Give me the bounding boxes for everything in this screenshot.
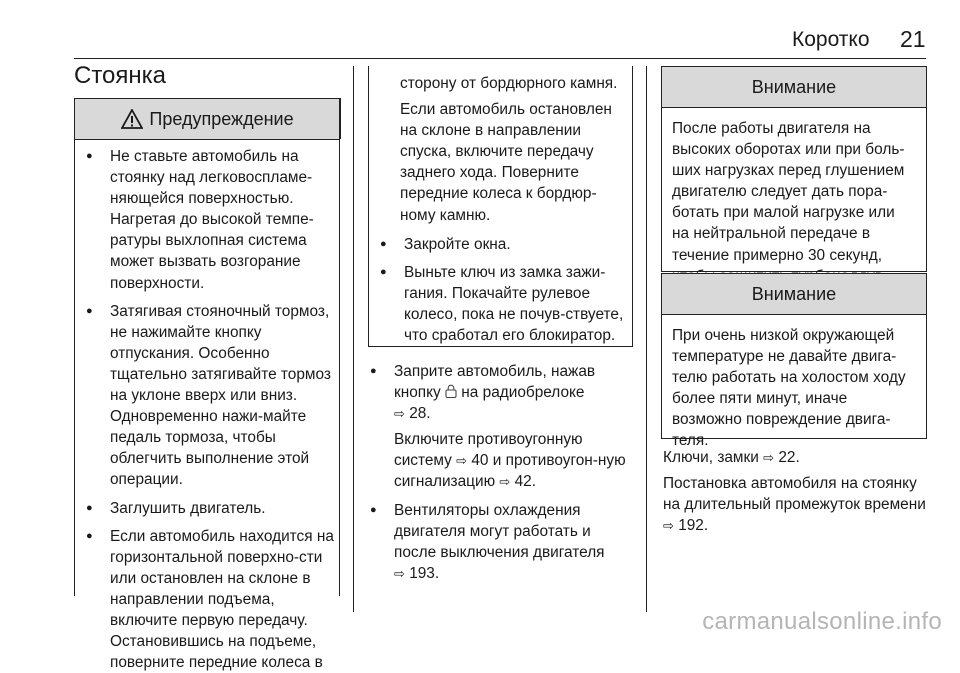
reference-arrow-icon: ⇨ xyxy=(394,565,405,581)
section-title: Стоянка xyxy=(74,62,167,89)
column-divider xyxy=(353,66,354,612)
warning-box-continuation xyxy=(378,73,628,353)
main-list xyxy=(368,361,630,591)
reference-arrow-icon: ⇨ xyxy=(663,518,674,534)
column-divider xyxy=(646,66,647,612)
reference-line xyxy=(663,473,927,536)
warning-heading: Предупреждение xyxy=(149,108,294,129)
warning-box-header xyxy=(74,98,341,139)
reference-arrow-icon: ⇨ xyxy=(394,406,405,422)
warning-box-border-left xyxy=(74,98,75,596)
caution-box xyxy=(661,66,927,272)
list-item-text: Включите противоугонную систему xyxy=(394,431,583,470)
list-item xyxy=(368,361,630,493)
reference-line xyxy=(663,447,927,468)
page-number: 21 xyxy=(900,26,926,52)
header-rule xyxy=(74,58,926,59)
warning-triangle-icon xyxy=(121,109,143,129)
caution-heading: Внимание xyxy=(751,76,837,97)
caution-heading: Внимание xyxy=(751,283,837,304)
caution-box xyxy=(661,273,927,450)
warning-box-border-left xyxy=(368,66,369,347)
page-reference[interactable]: 22. xyxy=(778,449,800,466)
page-reference[interactable]: 28. xyxy=(409,405,431,423)
list-item-text: Вентиляторы охлаждения двигателя могут работать и после выключения двигателя xyxy=(394,501,605,561)
page-header-title: Коротко xyxy=(792,28,870,51)
reference-arrow-icon: ⇨ xyxy=(499,474,511,490)
list-item-text: Заприте автомобиль, нажав кнопку xyxy=(394,363,596,402)
page-reference[interactable]: 42. xyxy=(514,473,536,491)
paragraph: Если автомобиль остановлен на склоне в направлении спуска, включите передачу заднего хода. Поверните передние колеса к бордюр-ному камню. xyxy=(400,101,612,224)
caution-box-header xyxy=(662,67,926,108)
list-item: ● Закройте окна. xyxy=(378,234,628,255)
paragraph: сторону от бордюрного камня. xyxy=(400,75,618,92)
caution-text: При очень низкой окружающей температуре не давайте двига-телю работать на холостом ходу более пяти минут, иначе возможно повреждение двига-теля. xyxy=(672,327,906,450)
page-reference[interactable]: 192. xyxy=(678,517,709,535)
caution-text: После работы двигателя на высоких оборотах или при боль-ших нагрузках перед глушением двигателю следует дать пора-ботать при малой нагрузке или на нейтральной передаче в течение примерно 30 секунд, xyxy=(672,120,905,264)
caution-box-header xyxy=(662,274,926,315)
list-item: ● Заглушить двигатель. xyxy=(84,498,340,519)
reference-text: Ключи, замки xyxy=(663,449,759,466)
list-item-text: на радиобрелоке xyxy=(461,384,585,402)
list-item: ● Если автомобиль находится на горизонтальной поверхно-сти или остановлен на склоне в направлении подъема, включите первую передачу. Остановившись на подъеме, поверните передние колеса в xyxy=(84,526,340,673)
reference-text: Постановка автомобиля на стоянку на длительный промежуток времени xyxy=(663,475,926,514)
list-item: ● Не ставьте автомобиль на стоянку над легковоспламе-няющейся поверхностью. Нагретая до высокой темпе-ратуры выхлопная система может вызвать возгорание поверхности. xyxy=(84,146,340,294)
reference-arrow-icon: ⇨ xyxy=(456,453,468,469)
list-item: ● Затягивая стояночный тормоз, не нажимайте кнопку отпускания. Особенно тщательно затягивайте тормоз на уклоне вверх или вниз. Одновременно нажи-майте педаль тормоза, чтобы облегчить выполнение этой операции. xyxy=(84,301,340,491)
page-reference[interactable]: 40 и противоугон-ную сигнализацию xyxy=(394,452,626,491)
page-reference[interactable]: 193. xyxy=(409,564,440,582)
padlock-icon xyxy=(445,384,457,398)
warning-box-content xyxy=(84,146,340,673)
list-item xyxy=(368,500,630,584)
watermark: carmanualsonline.info xyxy=(702,608,942,635)
reference-arrow-icon: ⇨ xyxy=(763,450,775,465)
cross-references xyxy=(663,447,927,541)
list-item: ● Выньте ключ из замка зажи-гания. Покачайте рулевое колесо, пока не почув-ствуете, что сработал его блокиратор. xyxy=(378,262,628,346)
warning-box-border-right xyxy=(632,66,633,347)
